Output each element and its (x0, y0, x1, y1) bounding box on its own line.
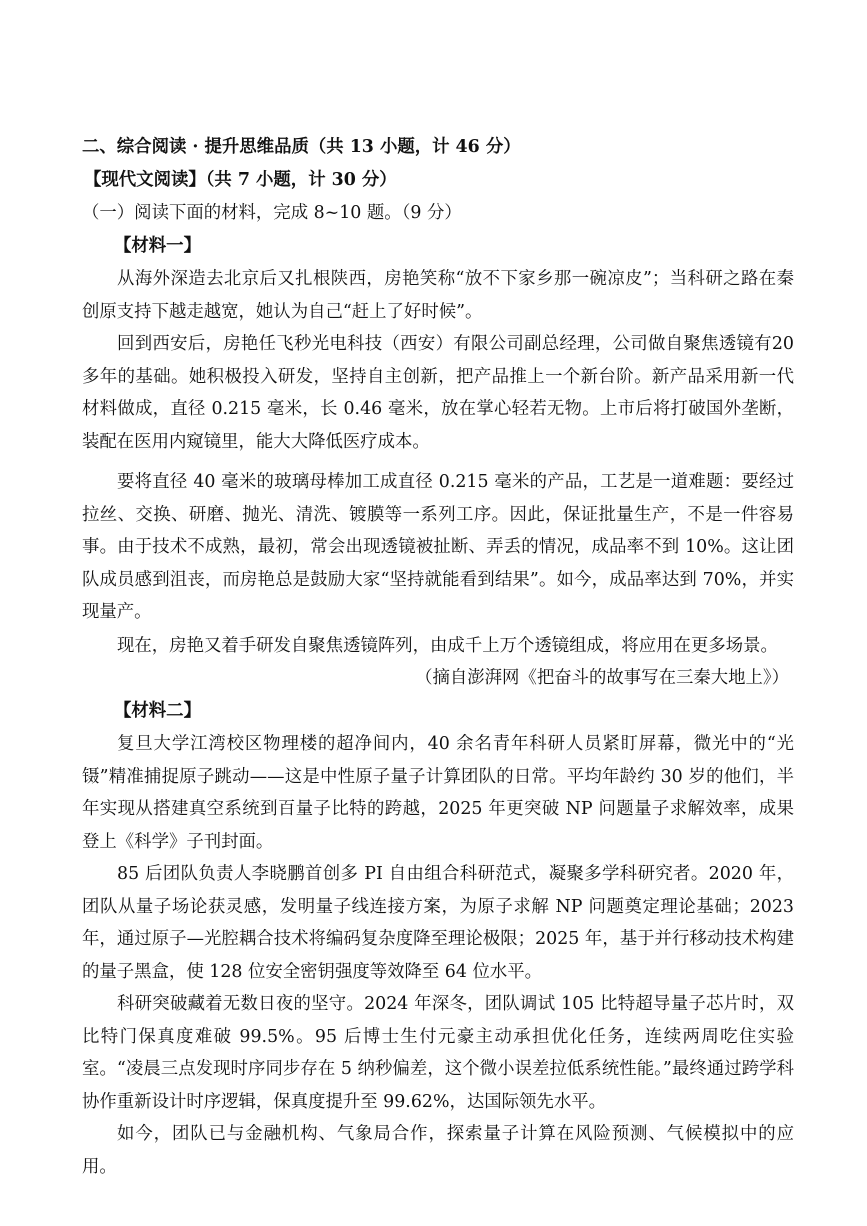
material-one-paragraph-1: 从海外深造去北京后又扎根陕西，房艳笑称“放不下家乡那一碗凉皮”；当科研之路在秦创原支持下越走越宽，她认为自己“赶上了好时候”。 (82, 269, 794, 322)
material-two-paragraph-1: 复旦大学江湾校区物理楼的超净间内，40 余名青年科研人员紧盯屏幕，微光中的“光镊”精准捕捉原子跳动——这是中性原子量子计算团队的日常。平均年龄约 30 岁的他们，半年实现从搭建真空系统到百量子比特的跨越，2025 年更突破 NP 问题量子求解效率，成果登上《科学》子刊封面。 (82, 734, 794, 852)
material-one-label: 【材料一】 (114, 236, 201, 256)
material-two-paragraph-2: 85 后团队负责人李晓鹏首创多 PI 自由组合科研范式，凝聚多学科研究者。2020 年，团队从量子场论获灵感，发明量子线连接方案，为原子求解 NP 问题奠定理论基础；2023 年，通过原子—光腔耦合技术将编码复杂度降至理论极限；2025 年，基于并行移动技术构建的量子黑盒，使 128 位安全密钥强度等效降至 64 位水平。 (82, 864, 794, 982)
material-one-paragraph-2: 回到西安后，房艳任飞秒光电科技（西安）有限公司副总经理，公司做自聚焦透镜有20多年的基础。她积极投入研发，坚持自主创新，把产品推上一个新台阶。新产品采用新一代材料做成，直径 0.215 毫米，长 0.46 毫米，放在掌心轻若无物。上市后将打破国外垄断，装配在医用内窥镜里，能大大降低医疗成本。 (82, 334, 794, 452)
modern-reading-header: 【现代文阅读】（共 7 小题，计 30 分） (84, 170, 397, 190)
section-title: 二、综合阅读 · 提升思维品质（共 13 小题，计 46 分） (82, 137, 521, 157)
material-one-paragraph-3: 要将直径 40 毫米的玻璃母棒加工成直径 0.215 毫米的产品，工艺是一道难题：要经过拉丝、交换、研磨、抛光、清洗、镀膜等一系列工序。因此，保证批量生产，不是一件容易事。由于技术不成熟，最初，常会出现透镜被扯断、弄丢的情况，成品率不到 10%。这让团队成员感到沮丧，而房艳总是鼓励大家“坚持就能看到结果”。如今，成品率达到 70%，并实现量产。 (82, 472, 794, 622)
material-two-paragraph-4: 如今，团队已与金融机构、气象局合作，探索量子计算在风险预测、气候模拟中的应用。 (82, 1124, 794, 1177)
task-instruction: （一）阅读下面的材料，完成 8~10 题。（9 分） (82, 203, 462, 223)
material-two-label: 【材料二】 (114, 701, 201, 721)
material-one-paragraph-4: 现在，房艳又着手研发自聚焦透镜阵列，由成千上万个透镜组成，将应用在更多场景。 (117, 636, 778, 656)
material-one-source: （摘自澎湃网《把奋斗的故事写在三秦大地上》） (415, 668, 789, 688)
material-two-paragraph-3: 科研突破藏着无数日夜的坚守。2024 年深冬，团队调试 105 比特超导量子芯片时，双比特门保真度难破 99.5%。95 后博士生付元豪主动承担优化任务，连续两周吃住实验室。“凌晨三点发现时序同步存在 5 纳秒偏差，这个微小误差拉低系统性能。”最终通过跨学科协作重新设计时序逻辑，保真度提升至 99.62%，达国际领先水平。 (82, 994, 794, 1112)
